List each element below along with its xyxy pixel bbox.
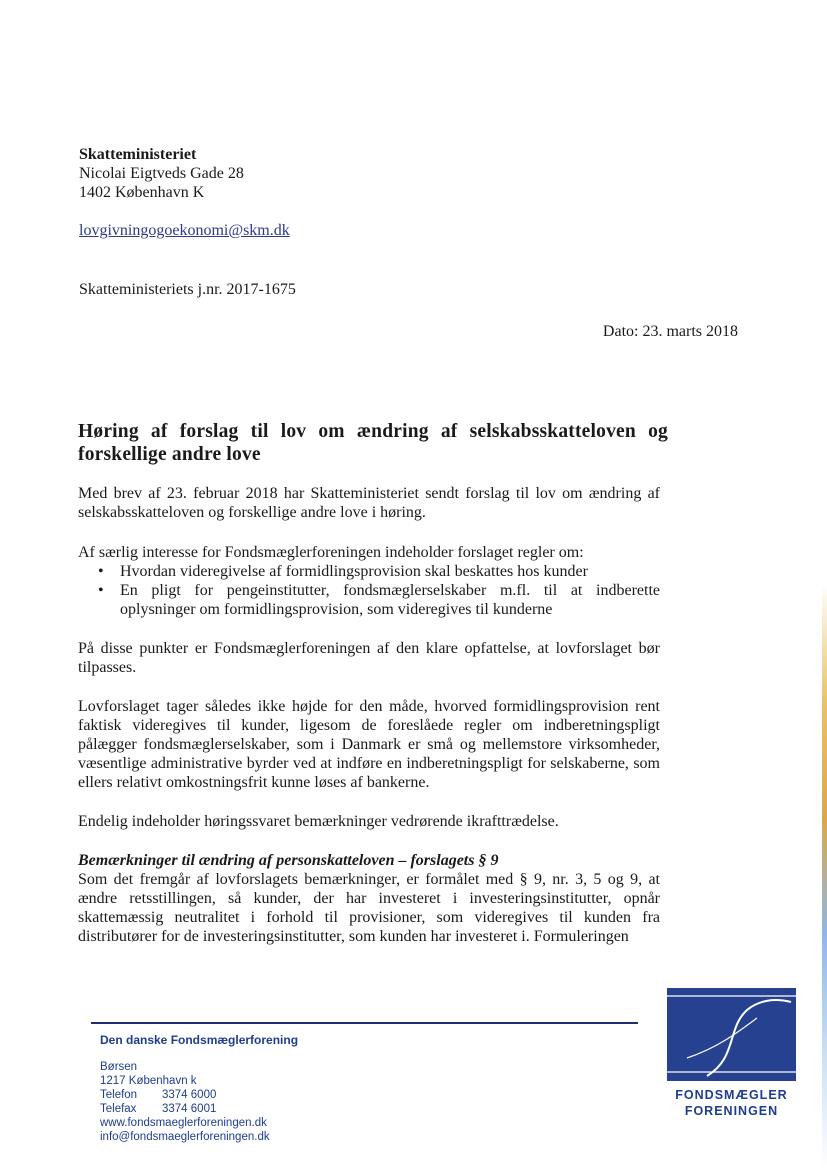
recipient-city: 1402 København K (79, 184, 205, 201)
footer-phone-label: Telefon (100, 1089, 138, 1101)
footer-divider (91, 1022, 638, 1024)
logo-line-2: FORENINGEN (684, 1104, 779, 1118)
bullet-list (96, 562, 660, 619)
footer-organization: Den danske Fondsmæglerforening (100, 1033, 299, 1047)
footer-phone-row (100, 1088, 400, 1102)
logo-mark (667, 988, 796, 1081)
bullet-item (96, 562, 660, 581)
bullet-text: Hvordan videregivelse af formidlingsprovision skal beskattes hos kunder (120, 563, 588, 580)
recipient-name: Skatteministeriet (79, 146, 197, 163)
paragraph-section-9: Som det fremgår af lovforslagets bemærkninger, er formålet med § 9, nr. 3, 5 og 9, at ændre retsstillingen, så kunder, der har investeret i investeringsinstitutter, opnår skattemæssig neutralitet i forhold til provisioner, som videregives til kunden fra distributører for de investeringsinstitutter, som kunden har investeret i. Formuleringen (78, 871, 660, 945)
section-heading: Bemærkninger til ændring af personskatteloven – forslagets § 9 (78, 852, 499, 869)
bullet-icon: • (98, 563, 104, 580)
bullet-item (96, 581, 660, 619)
logo-line-1: FONDSMÆGLER (675, 1088, 788, 1102)
scan-edge (822, 0, 827, 1169)
logo-swoosh-icon (667, 988, 796, 1081)
letter-date: Dato: 23. marts 2018 (602, 323, 738, 340)
letter-title-line-1: Høring af forslag til lov om ændring af selskabsskatteloven og (78, 421, 668, 442)
footer-phone: 3374 6000 (162, 1089, 217, 1101)
paragraph-interest-intro: Af særlig interesse for Fondsmæglerforeningen indeholder forslaget regler om: (78, 544, 584, 561)
paragraph-reasoning: Lovforslaget tager således ikke højde for den måde, hvorved formidlingsprovision rent faktisk videregives til kunder, ligesom de foreslåede regler om indberetningspligt pålægger fondsmæglerselskaber, som i Danmark er små og mellemstore virksomheder, væsentlige administrative byrder ved at indføre en indberetningspligt for selskaberne, som ellers relativt omkostningsfrit kunne løses af bankerne. (78, 698, 660, 791)
footer-fax-label: Telefax (100, 1103, 137, 1115)
footer-fax: 3374 6001 (162, 1103, 217, 1115)
bullet-text: En pligt for pengeinstitutter, fondsmæglerselskaber m.fl. til at indberette oplysninger om formidlingsprovision, som videregives til kunderne (120, 582, 660, 618)
footer-website-link[interactable]: www.fondsmaeglerforeningen.dk (100, 1117, 267, 1129)
letter-title-line-2: forskellige andre love (78, 444, 261, 465)
footer-email-link[interactable]: info@fondsmaeglerforeningen.dk (100, 1131, 270, 1143)
paragraph-interest (78, 543, 660, 619)
recipient-email-link[interactable]: lovgivningogoekonomi@skm.dk (79, 222, 290, 239)
recipient-street: Nicolai Eigtveds Gade 28 (79, 165, 244, 182)
paragraph-effective-date: Endelig indeholder høringssvaret bemærkninger vedrørende ikrafttrædelse. (78, 813, 559, 830)
footer-address-line-1: Børsen (100, 1061, 138, 1073)
reference-number: Skatteministeriets j.nr. 2017-1675 (79, 281, 296, 298)
letter-title (78, 420, 668, 466)
footer-address-line-2: 1217 København k (100, 1075, 197, 1087)
paragraph-position: På disse punkter er Fondsmæglerforeningen af den klare opfattelse, at lovforslaget bør tilpasses. (78, 640, 660, 676)
bullet-icon: • (98, 582, 104, 599)
footer-fax-row (100, 1102, 400, 1116)
paragraph-intro: Med brev af 23. februar 2018 har Skatteministeriet sendt forslag til lov om ændring af selskabsskatteloven og forskellige andre love i høring. (78, 485, 660, 521)
footer-contact (100, 1060, 400, 1144)
logo-wordmark (660, 1087, 803, 1119)
